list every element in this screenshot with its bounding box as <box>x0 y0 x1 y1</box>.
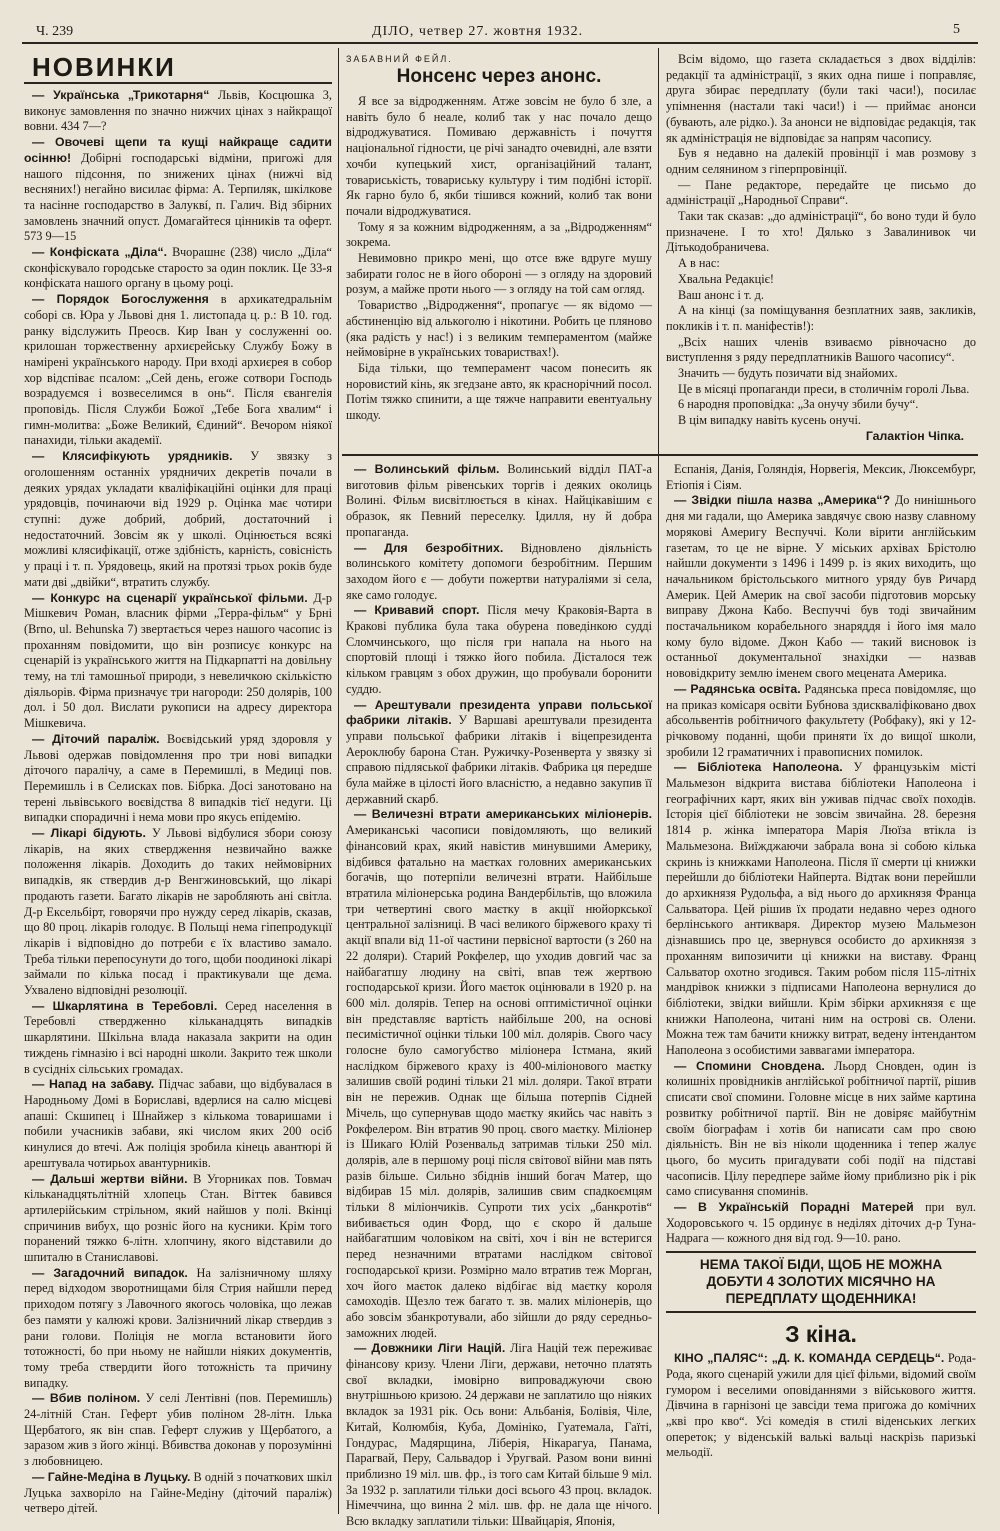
news-item-text: при вул. Ходоровського ч. 15 ординує в неділях діточих д-р Туна-Надрага — кожного дня від год. 9—10. рано. <box>666 1200 976 1246</box>
feuilleton-paragraph: Товариство „Відродження“, пропагує — як відомо — абстиненцію від алькоголю і нікотини. Робить це пляново (яка радість у нас!) і з великим темпераментом (майже неймовірне в українських товариствах!). <box>346 298 652 360</box>
news-item-text: Д-р Мішкевич Роман, власник фірми „Терра-фільм“ у Брні (Brno, ul. Behunska 7) звертається через нашого часопис із проханням повідомити, що він розписує конкурс на сценарій із українського життя на Підкарпатті на довільну тему, на тлі тамошньої природи, з невеличкою скількістю діяльорів. Фірма призначує три нагороди: 250 долярів, 100 дол. і 50 дол. Вислати рукописи на адресу директора Мішкевича. <box>24 590 332 731</box>
news-item-text: Серед населення в Теребовлі ствердженно кільканадцять випадків шкарлятини. Шкільна влада наказала закрити на один тиждень гімназію і всі народні школи. Закрито теж школи в сусідніх сільських громадах. <box>24 998 333 1076</box>
column-divider <box>658 48 659 1514</box>
news-item-text: У Львові відбулися збори союзу лікарів, на яких ствердження незвичайно важке положення лікарів. Доходить до таких неймовірних випадків, як ствердив д-р Венгжиновський, що лікарі продають газети. Багато лікарів не заробляють ані світла. Д-р Ексельбірт, говорячи про нужду серед лікарів, сказав, що 80 проц. лікарів голодує. В Польщі нема гіпепродукції лікарів і відповідно до потреби є їх властиво замало. Треба тільки перепосунути до того, щоби поодинокі лікарі займали по кілька посад і практикували ще дєма. Ухвалено відповідні резолюції. <box>24 826 332 998</box>
feuilleton-paragraph: Всім відомо, що газета складається з двох відділів: редакції та адміністрації, з яких одна пише і поправляє, друга збирає передплату (були такі часи!), посилає упімнення (настали такі часи!) і — приймає анонси (бувають, але рідко.). За анонси не відповідає редакція, так як адміністрація не відповідає за напрям часопису. <box>666 52 976 145</box>
news-item-text: В одній з початкових шкіл Луцька захворіло на Гайне-Медіну (діточий параліж) четверо дітей. <box>24 1469 332 1516</box>
news-item-text: У селі Лентівні (пов. Перемишль) 24-літній Стан. Геферт убив поліном 28-літн. Ілька Щербатого, як він спав. Геферт служив у Щербатого, а зарaзом жив з його жінці. Вбивства доконав у порозумінні з любовницею. <box>24 1391 333 1469</box>
feuilleton-paragraph: Хвальна Редакціє! <box>678 271 774 286</box>
news-item-text: У звязку з оголошенням останніх урядничих декретів почали в деяких урядах укладати кваліфікаційні оцінки для праці урядовців, починаючи від 1929 р. Оцінка має чотири ступні: дуже добрий, добрий, достаточний і недостаточний. Зовсім як у школі. Оцінюється всякі можливі клясифікації, отже здібність, карність, совісність у праці і т. п. Урядовець, який на протязі трьох років буде мати дві „двійки“, втратить службу. <box>24 449 332 589</box>
news-item-heading: — Напад на забаву. <box>32 1077 155 1092</box>
news-item <box>24 449 332 590</box>
news-rubric: НОВИНКИ <box>24 52 332 84</box>
feuilleton-paragraph: Тому я за кожним відродженням, а за „Відродженням“ зокрема. <box>346 219 652 250</box>
cinema-review <box>666 1351 976 1461</box>
news-item-text: Після мечу Краковія-Варта в Кракові публика була така обурена поведінкою судді Сломчинського, що після гри напала на нього на спортовій площі і тяжко його побила. Дісталося теж кільком гравцям з обох дружин, що пробували боронити суддю. <box>346 603 653 696</box>
cinema-section-title: З кіна. <box>785 1321 857 1348</box>
news-item <box>24 88 332 135</box>
news-item-heading: — Лікарі бідують. <box>32 826 146 841</box>
news-item <box>346 807 652 1341</box>
right-news-items <box>666 462 976 1247</box>
news-item <box>24 999 332 1078</box>
feuilleton-paragraph: Невимовно прикро мені, що отсе вже вдруге мушу забирати голос не в його обороні — з огляду на здоровий розум, а майже проти нього — з огляду на той сам огляд. <box>346 251 652 297</box>
feuilleton-paragraph: Це в місяці пропаганди преси, в столичнім горолі Льва. <box>678 381 970 396</box>
news-item-text: Воєвідський уряд здоровля у Львові одержав повідомлення про три нові випадки діточого паралічу, а саме в Перемишлі, в Медиці пов. Перемишль і в Селисках пов. Бібрка. Досі занотовано на терені львівського воєвідства 8 випадків тієї недуги. Ці випадки спорадичні і нема мови про якусь епідемію. <box>24 731 332 825</box>
news-item <box>24 1077 332 1171</box>
news-item-text: Американські часописи повідомляють, що великий фінансовий крах, який навістив минувшими Америку, відбився фатально на маєтках головних американських богачів, що потерпіли величезні втрати. Найбільше втратила міліонерська родина Вандербільтів, що вложила три четвертині свого маєтку в акції нюйоркської центральної залізниці. В часі великого біржевого краху ті акції впали від 11-ої частини первісної вартости (з 260 на 22 доляри). Старий Рокфелер, що уходив довгий час за найбагатшу людину на світі, впав теж жертвою господарської кризи. Його маєток оцінювали в 1920 р. на 600 міл. долярів. Тепер на основі оптимістичної оцінки він представляє вартість найбільше 200, на основі песимістичної оцінки тільки 100 міл. долярів. Свого часу голосне було самогубство міліонера Істмана, який наслідком біржевого краху із 400-міліонового маєтку залишив своїй родині тільки 21 міл. доляри. Такої втрати він не пережив. Однак ще більша потерпів Сідней Мічель, що супернував щодо маєтку якийсь час навіть з Рокфелером. Він втратив 90 проц. свого маєтку. Міліонер із Шикаго Юлій Розенвальд затримав тільки 250 міл. долярів, але в першому році після світової війни мав пять разів більше. Сильно збіднів інший богач Матер, що відбирав 15 міл. долярів, залишив свим спадкоємцям тільки 8 міліончиків. Супроти тих усіх „банкротів“ вибивається один Форд, що є скоро й дальше найбагатшим чоловіком на світі, хоч і він не встеригся перед незначними втратами наслідком світової господарської кризи. Розмірно мало втратив теж Морган, хоч його маєток далеко відбігає від маєтку короля самоходів. Щезло теж багато т. зв. малих міліонерів, що або зовсім збанкротували, або зійшли до ряду середньо-заможних людей. <box>346 823 652 1340</box>
news-item-text: У французькім місті Мальмезон відкрита виставa бібліотеки Наполеона і географічних карт, яких він уживав підчас своїх походів. Історія цієї бібліотеки не зовсім звичайна. 28. березня 1814 р. жінка імператора Марія Люїза втікла із Мальмезона. Виїжджаючи забрала вона зі собою кілька скринь із книжками Наполеона. Після її смерти ці книжки перейшли до бібліотеки Найперта. Відтак вони перейшли до архикнязя Рудольфа, а від нього до архикнязя Франца Сальватора. Цей рішив їх продати недавно через одного берлінського антикваря. Директор музею Мальмезон дізнавшись про це, звернувся особисто до архикнязя з проханням випозичити ці книжки на виставу. Франц Сальватор охотно згодився. Таким робом після 115-літніх мандрівок книжки з підписами Наполеона вернулися до бібліотеки, звідки вийшли. Крім збірки архикнязя є ще книжки Наполеона, читані ним на острові св. Олени. Можна теж там бачити книжку витрат, ведену інтендантом Наполеона з особистими заввагами імператора. <box>666 760 976 1058</box>
news-item-text: в архикатедральнім соборі св. Юра у Львові дня 1. листопада ц. р.: В 10. год. ранку відслужить Преосв. Кир Іван у сослуженні оо. крилошан торжественну архиєрейську Службу Божу в намірені українського народу. При вході архиєрея в собор хор відспіває псалом: „Сей день, егоже сотвори Господь возрадуємся і возвеселимся в онь“. Після євангелія проповідь. Після Служби Божої „Тебе Бога хвалим“ і гимн-молитва: „Боже Великий, Єдиний“. Вечором ніякої панахиди, тільки академії. <box>24 292 332 448</box>
news-item-text: Радянська преса повідомляє, що на приказ комісаря освіти Бубнова здискваліфіковано двох абсольвентів робітничого факультету (Робфаку), які у 12-річковому поданні, щоби приняти їх до вищої школи, зробили 12 граматичних і правописних помилок. <box>666 681 976 759</box>
news-item <box>666 493 976 681</box>
middle-news-column <box>346 462 653 1529</box>
news-item-heading: — Вбив поліном. <box>32 1391 141 1406</box>
news-item <box>346 541 652 604</box>
middle-news-items <box>346 462 652 1530</box>
news-item-text: Львів, Косцюшка 3, виконує замовлення по значно нижчих цінах з найкращої вовни. 434 7—? <box>24 88 332 134</box>
news-item-heading: — Волинський фільм. <box>354 462 500 476</box>
news-item-heading: — Українська „Трикотарня“ <box>32 88 210 102</box>
feuilleton-paragraph: Був я недавно на далекій провінції і мав розмову з одним селянином з гіперпровінції. <box>666 146 976 176</box>
news-item <box>24 135 332 245</box>
news-item-text: На залізничному шляху перед відходом зворотнищами біля Стрия найшли перед приходом потягу з Лавочного якогось чоловіка, що лежав без памяти у калюжі крови. Залізничний лікар ствердив з рани голови. Поліція не могла встановити його тотожності, бо при ньому не найшли ніяких документів, тому треба ствердити його тотожність та причину випадку. <box>24 1265 332 1390</box>
feuilleton-paragraph: Таки так сказав: „до адміністрації“, бо воно туди й було призначене. І то хто! Дялько з Завалинивок чи Дітькодобраничева. <box>666 209 976 255</box>
news-item <box>666 1059 976 1200</box>
news-item-text: Вчорашнє (238) число „Діла“ сконфіскувало городське старосто за один поклик. Це 33-я конфіската нашого органу в цьому році. <box>24 245 332 291</box>
news-item <box>346 603 652 697</box>
feuilleton-paragraph: Значить — будуть позичати від знайомих. <box>678 366 898 381</box>
news-item <box>346 1341 652 1529</box>
feuilleton-title: Нонсенс через анонс. <box>396 66 602 87</box>
feuilleton-kicker: ЗАБАВНИЙ ФЕЙЛ. <box>346 54 453 64</box>
news-column <box>24 52 332 1514</box>
news-item-text: До нинішнього дня ми гадали, що Америка завдячує свою назву славному морякові Америгу Веспуччі. Коли вірити англійським газетам, то це не вірне. У міських архівах Брістолю найшли документи з 1496 і 1499 р. із яких виходить, що начальником брістольського митного уряду був Ричард Америк. Цей Америк на свої засоби підготовив морську виправу Джона Кабо. Веспуччі був тоді звичайним постачальником корабельного знаряддя і його імя мало кому було відоме. Джон Кабо — такий висновок із останньої документальної знахідки — назвав нововідкриту землю іменем свого мецената Америка. <box>666 493 976 681</box>
feuilleton-body-part-2 <box>666 52 976 429</box>
news-item-heading: — Шкарлятина в Теребовлі. <box>32 998 218 1013</box>
news-item <box>24 826 332 999</box>
news-item-heading: — Бібліотека Наполеона. <box>674 760 843 775</box>
news-item <box>346 698 652 808</box>
feuilleton-paragraph: А на кінці (за поміщування безплатних заяв, закликів, покликів і т. п. маніфестів!): <box>666 303 976 333</box>
news-item-text: Добірні господарські відміни, пригожі для нашого підсоння, по знижених цінах (нижчі від весняних!) негайно висилає фірма: А. Терпиляк, шкілкове та насінне господарство в Залуквí, п. Галич. Від збірних замовлень значний опуст. Домагайтеся цінників та оферт. 573 9—15 <box>24 150 332 244</box>
news-item <box>24 1391 332 1470</box>
feuilleton-paragraph: Біда тільки, що темперамент часом понесить як норовистий кінь, як згедзане авто, як краснорічний посол. Потім тяжко спинити, а ще тяжче направити евентуальну шкоду. <box>346 360 652 423</box>
news-item-heading: — Звідки пішла назва „Америка“? <box>674 493 891 508</box>
feuilleton-paragraph: Я все за відродженням. Атже зовсім не було б зле, а навіть було б неале, колиб так у нас почало дещо відроджуватися. Помиваю державність і почуття національної гідности, це річі занадто очевидні, але взяти хочби купецький хист, організаційний талант, товариськість, товариську культуру і тим подібні історії. Як гарно було б, якби тішився кожний, колиб так вони почали відроджуватися. <box>346 94 652 218</box>
feuilleton-paragraph: Ваш анонс і т. д. <box>678 287 764 302</box>
news-items <box>24 88 332 1517</box>
news-item-heading: — Арештували президента управи польської фабрики літаків. <box>346 697 652 728</box>
news-item-heading: — Довжники Ліги Націй. <box>354 1341 506 1356</box>
subscription-ad: НЕМА ТАКОЇ БІДИ, ЩОБ НЕ МОЖНА ДОБУТИ 4 ЗОЛОТИХ МІСЯЧНО НА ПЕРЕДПЛАТУ ЩОДЕННИКА! <box>666 1251 976 1313</box>
page-number: 5 <box>953 22 960 37</box>
news-item-text: Еспанія, Данія, Голяндія, Норвегія, Мексик, Люксембург, Етіопія і Сіям. <box>666 462 976 492</box>
news-item-heading: — Конфіската „Діла“. <box>32 245 168 260</box>
feuilleton-paragraph: А в нас: <box>678 256 720 271</box>
news-item <box>666 462 976 493</box>
feuilleton-paragraph: В цім випадку навіть кусень онучі. <box>678 413 861 428</box>
news-item-text: У Варшаві арештували президента управи польської фабрики літаків і віцепрезидента Аероклюбу барона Стан. Ружичку-Розенверта у звязку зі справою підляської фабрики літаків. Фабрика ця передше була майже в цілості його власністю, а недавно закупив її державний скарб. <box>346 713 652 806</box>
news-item <box>666 1200 976 1247</box>
right-news-column <box>666 462 976 1514</box>
news-item-heading: — Порядок Богослуження <box>32 292 209 307</box>
news-item <box>346 462 652 541</box>
news-item <box>666 682 976 761</box>
news-item-heading: — Клясифікують урядників. <box>32 449 233 464</box>
news-item-heading: — Спомини Сновдена. <box>674 1058 825 1073</box>
feuilleton-continued <box>666 52 976 450</box>
feuilleton-signature: Галактіон Чіпка. <box>865 428 964 443</box>
news-item <box>24 732 332 826</box>
news-item <box>24 292 332 449</box>
news-item-heading: — Діточий параліж. <box>32 731 160 746</box>
cinema-review-text: Рода-Рода, якого сценарій ужили для цієї фільми, відомий своїм гумором і веселими оповіданнями з військового життя. Дівчина в гарнізоні це завсіди тема пригожа до комічних „кві про кво“. Усі комедія в стилі віденських легких оперетoк; у віденській валькі вальці наскрізь паризькі мельодії. <box>666 1351 976 1460</box>
news-item-heading: — Гайне-Медіна в Луцьку. <box>32 1469 191 1484</box>
news-item <box>666 760 976 1058</box>
news-item <box>24 1470 332 1517</box>
cinema-review-heading: КІНО „ПАЛЯС“: „Д. К. КОМАНДА СЕРДЕЦЬ“. <box>674 1351 945 1366</box>
news-item-text: Волинський відділ ПАТ-а виготовив фільм рівенських торгів і деяких околиць Волині. Фільм висвітлюється в кінах. Найцікавішим є образок, як Певний переселку. Ідилля, ну й добра пропаганда. <box>346 462 652 539</box>
newspaper-page <box>22 22 978 1529</box>
news-item <box>24 1172 332 1266</box>
news-item-heading: — Для безробітних. <box>354 540 504 555</box>
news-item-heading: — Загадочний випадок. <box>32 1265 188 1280</box>
news-item-heading: — Величезні втрати американських міліонерів. <box>354 807 652 822</box>
feuilleton-paragraph: — Пане редакторе, передайте це письмо до адміністрації „Народньої Справи“. <box>666 177 976 208</box>
news-item <box>24 1266 332 1392</box>
news-item <box>24 245 332 292</box>
section-divider <box>342 454 978 456</box>
feuilleton-paragraph: 6 народня проповідка: „За онучу збили бучу“. <box>678 397 919 412</box>
feuilleton <box>346 52 652 450</box>
news-item-text: Ліга Націй теж переживає фінансову кризу. Члени Ліги, держави, неточно платять свої вкладки, імовірно випроваджуючи свою внутрішньою кризою. 24 держави не заплатило що ніяких вкладок за 1931 рік. Ось вони: Альбанія, Болівія, Чіле, Китай, Колюмбія, Куба, Домініко, Гуатемала, Гаїті, Гондурас, Мадярщина, Ліберія, Нікарагуа, Панама, Парагвай, Перу, Сальвадор і Уругвай. Разом вони винні приблизно 19 міл. шв. фр., із того сам Китай більше 9 міл. За 1932 р. заплатили тільки досі всього 43 проц. вкладок. Німеччина, що винна 2 міл. шв. фр. не дала ще нічого. Всю вкладку заплатили тільки: Швайцарія, Японія, <box>346 1341 653 1529</box>
masthead-line: ДІЛО, четвер 27. жовтня 1932. <box>372 24 584 39</box>
news-item-heading: — Овочеві щепи та кущі найкраще садити осінню! <box>24 135 332 165</box>
page-header <box>22 22 978 44</box>
news-item-heading: — В Українській Порадні Матерей <box>674 1200 914 1215</box>
news-item <box>24 591 332 732</box>
news-item-heading: — Дальші жертви війни. <box>32 1171 188 1186</box>
news-item-heading: — Конкурс на сценарії української фільми. <box>32 590 308 605</box>
news-item-text: Відновлено діяльність волинського комітету допомоги безробітним. Першим заходом його є — добути пожертви натураліями зі села, яке само голодує. <box>346 540 652 602</box>
news-item-text: Льорд Сновден, один із колишніх провідників англійської робітничої партії, рішив списати свої спомини. Головне місце в них займе картина розвитку робітничої партії. Він не довіряє майбутнім своїм біографам і хотів би написати сам про свою діяльність. Він не віз ніколи щоденника і тепер жалує цього, бо мусить пригадувати собі події на підставі часописів. Цілу передпере займe йому приблизно рік і рік само списування споминів. <box>666 1058 976 1199</box>
news-item-text: В Угорниках пов. Товмач кільканадцятьлітній хлопець Стан. Віттек бавився артилерійським стрільном, який найшов у полі. Вкінці спричинив вибух, що розніс його на кусники. Крім того поранений тяжко 6-літн. хлопчину, якого відставили до шпиталю в Станиславові. <box>24 1171 332 1265</box>
feuilleton-paragraph: „Всіх наших членів взиваємо рівночасно до виступлення з ряду передплатників Вашого часопису“. <box>666 334 976 365</box>
feuilleton-body-part-1 <box>346 94 652 424</box>
issue-number: Ч. 239 <box>36 24 74 39</box>
column-divider <box>338 48 339 1514</box>
news-item-heading: — Кривавий спорт. <box>354 603 480 618</box>
news-item-text: Підчас забави, що відбувалася в Народньому Домі в Бориславі, вдерлися на салю місцеві апаші: Скшипец і Шнайжер з кількома товаришами і побили учасників забави, які числом яких 200 осіб кинулися до втечі. Аж поліція зробила кінець авантюрі й арештувала чотирьох авантурників. <box>24 1077 332 1170</box>
news-item-heading: — Радянська освіта. <box>674 681 801 696</box>
